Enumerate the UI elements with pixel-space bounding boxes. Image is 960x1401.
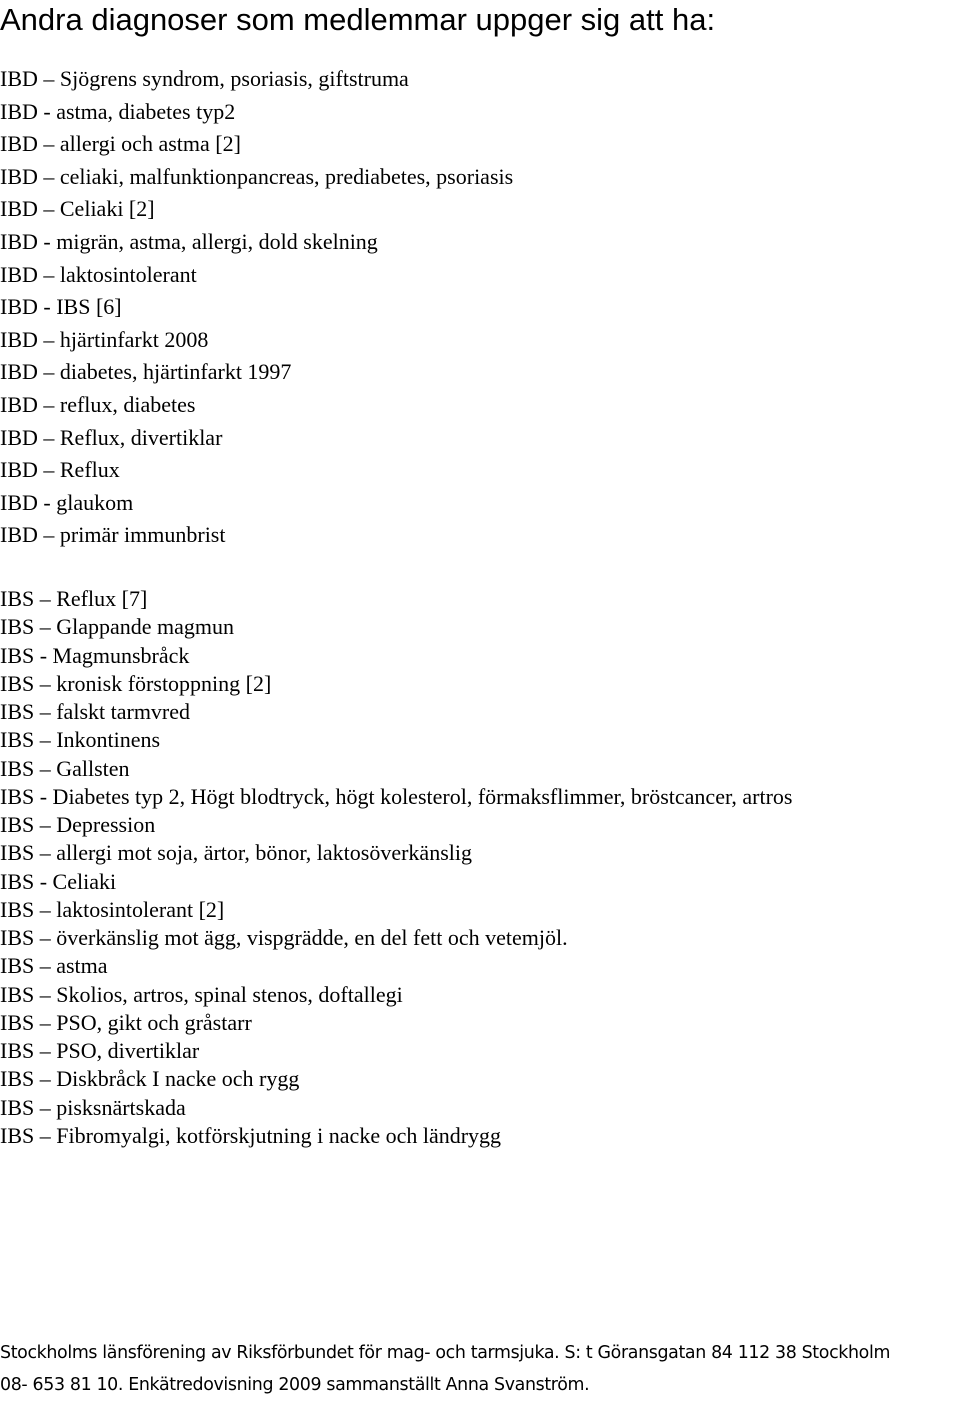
list-item: IBD - glaukom — [0, 489, 134, 515]
list-item: IBS – astma — [0, 953, 108, 979]
list-item: IBS - Magmunsbråck — [0, 642, 190, 668]
list-item: IBS – Depression — [0, 812, 156, 837]
list-item: IBS – Fibromyalgi, kotförskjutning i nacke och ländrygg — [0, 1122, 502, 1148]
page-footer — [0, 1337, 890, 1401]
ibs-diagnosis-list — [0, 585, 793, 1150]
list-item: IBD – hjärtinfarkt 2008 — [0, 326, 209, 352]
list-item: IBD – allergi och astma [2] — [0, 131, 241, 157]
footer-credit-line: 08- 653 81 10. Enkätredovisning 2009 sammanställt Anna Svanström. — [0, 1375, 590, 1395]
ibd-diagnosis-list — [0, 63, 513, 552]
list-item: IBD - IBS [6] — [0, 294, 122, 320]
list-item: IBD – Celiaki [2] — [0, 196, 155, 222]
list-item: IBS – Glappande magmun — [0, 614, 235, 640]
list-item: IBD – celiaki, malfunktionpancreas, prediabetes, psoriasis — [0, 163, 514, 189]
list-item: IBS – PSO, divertiklar — [0, 1038, 200, 1063]
list-item: IBS – Diskbråck I nacke och rygg — [0, 1066, 300, 1092]
list-item: IBS – falskt tarmvred — [0, 699, 191, 724]
list-item: IBD – Reflux — [0, 457, 120, 483]
list-item: IBD – diabetes, hjärtinfarkt 1997 — [0, 359, 292, 385]
list-item: IBD – laktosintolerant — [0, 261, 197, 287]
list-item: IBS – Skolios, artros, spinal stenos, doftallegi — [0, 981, 403, 1007]
list-item: IBS – PSO, gikt och gråstarr — [0, 1009, 252, 1035]
list-item: IBS – pisksnärtskada — [0, 1094, 186, 1120]
footer-address-line: Stockholms länsförening av Riksförbundet för mag- och tarmsjuka. S: t Göransgatan 84 112 38 Stockholm — [0, 1343, 891, 1363]
list-item: IBD – primär immunbrist — [0, 522, 226, 548]
list-item: IBS – laktosintolerant [2] — [0, 896, 225, 922]
list-item: IBS – Reflux [7] — [0, 586, 148, 611]
list-item: IBD – Reflux, divertiklar — [0, 424, 223, 450]
list-item: IBD - migrän, astma, allergi, dold skelning — [0, 228, 378, 254]
list-item: IBD – Sjögrens syndrom, psoriasis, giftstruma — [0, 66, 409, 91]
list-item: IBD - astma, diabetes typ2 — [0, 98, 236, 124]
list-item: IBS - Celiaki — [0, 868, 117, 894]
list-item: IBS – Gallsten — [0, 755, 130, 781]
list-item: IBS – överkänslig mot ägg, vispgrädde, en del fett och vetemjöl. — [0, 925, 568, 950]
list-item: IBS – kronisk förstoppning [2] — [0, 670, 272, 696]
list-item: IBS - Diabetes typ 2, Högt blodtryck, högt kolesterol, förmaksflimmer, bröstcancer, artros — [0, 783, 793, 809]
page-title: Andra diagnoser som medlemmar uppger sig att ha: — [0, 2, 716, 37]
list-item: IBS – allergi mot soja, ärtor, bönor, laktosöverkänslig — [0, 840, 472, 866]
list-item: IBS – Inkontinens — [0, 727, 161, 753]
list-item: IBD – reflux, diabetes — [0, 391, 196, 417]
